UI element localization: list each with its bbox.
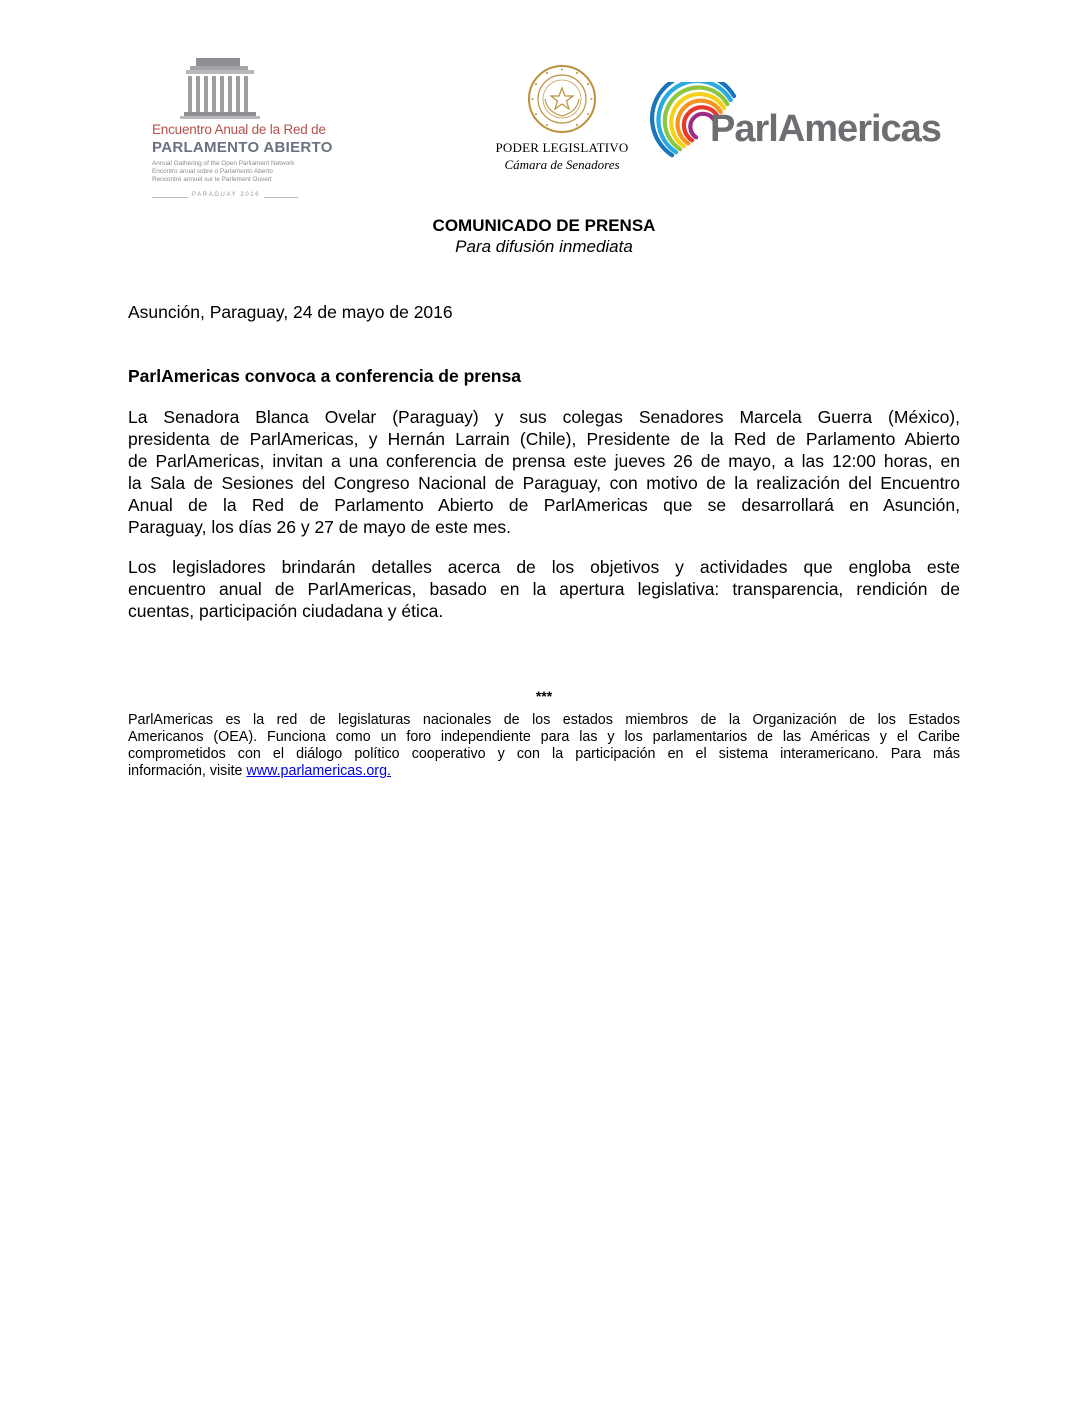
encuentro-anual-logo <box>146 56 333 204</box>
about-line: ParlAmericas es la red de legislaturas nacionales de los estados miembros de la Organización de los Estados <box>128 712 960 728</box>
logo-footer <box>152 192 298 202</box>
logo-subtitle-pt: Encontro anual sobre o Parlamento Aberto <box>152 168 273 175</box>
camara-senadores-text: Cámara de Senadores <box>504 157 620 172</box>
parlamento-abierto-title: PARLAMENTO ABIERTO <box>152 139 333 156</box>
paragraph-2 <box>128 556 960 622</box>
paragraph-1-line: Paraguay, los días 26 y 27 de mayo de este mes. <box>128 517 511 537</box>
section-separator: *** <box>535 688 553 704</box>
parlamericas-wordmark: ParlAmericas <box>710 108 941 150</box>
paragraph-1-line: Anual de la Red de Parlamento Abierto de ParlAmericas que se desarrollará en Asunción, <box>128 495 960 515</box>
paragraph-1-line: La Senadora Blanca Ovelar (Paraguay) y sus colegas Senadores Marcela Guerra (México), <box>128 407 960 427</box>
about-link-prefix: información, visite <box>128 763 247 779</box>
encuentro-title: Encuentro Anual de la Red de <box>152 122 326 137</box>
logo-footer-text: PARAGUAY 2016 <box>192 192 261 198</box>
dateline: Asunción, Paraguay, 24 de mayo de 2016 <box>128 302 453 322</box>
paragraph-1 <box>128 406 960 538</box>
parlamericas-website-link[interactable]: www.parlamericas.org. <box>246 763 391 779</box>
press-release-title: COMUNICADO DE PRENSA <box>432 216 656 235</box>
about-line: comprometidos con el diálogo político cooperativo y con la participación en el sistema interamericano. Para más <box>128 746 960 762</box>
logo-subtitle-en: Annual Gathering of the Open Parliament Network <box>152 160 295 167</box>
paragraph-1-line: presidenta de ParlAmericas, y Hernán Larrain (Chile), Presidente de la Red de Parlamento Abierto <box>128 429 960 449</box>
press-release-subtitle: Para difusión inmediata <box>455 237 633 256</box>
poder-legislativo-logo <box>492 64 632 176</box>
parlamericas-logo <box>650 82 965 178</box>
paragraph-2-line: Los legisladores brindarán detalles acerca de los objetivos y actividades que engloba este <box>128 557 960 577</box>
paragraph-2-line: encuentro anual de ParlAmericas, basado en la apertura legislativa: transparencia, rendición de <box>128 579 960 599</box>
paragraph-2-line: cuentas, participación ciudadana y ética. <box>128 601 444 621</box>
about-line-last <box>128 763 960 780</box>
parliament-building-icon <box>176 56 276 120</box>
poder-legislativo-text: PODER LEGISLATIVO <box>495 140 629 155</box>
paragraph-1-line: la Sala de Sesiones del Congreso Nacional de Paraguay, con motivo de la realización del Encuentro <box>128 473 960 493</box>
about-parlamericas <box>128 712 960 780</box>
logo-subtitle-fr: Rencontre annuel sur le Parlement Ouvert <box>152 176 272 183</box>
news-headline: ParlAmericas convoca a conferencia de prensa <box>128 366 521 386</box>
national-seal-icon <box>527 64 597 134</box>
about-line: Americanos (OEA). Funciona como un foro independiente para las y los parlamentarios de las Américas y el Caribe <box>128 729 960 745</box>
paragraph-1-line: de ParlAmericas, invitan a una conferencia de prensa este jueves 26 de mayo, a las 12:00 horas, en <box>128 451 960 471</box>
